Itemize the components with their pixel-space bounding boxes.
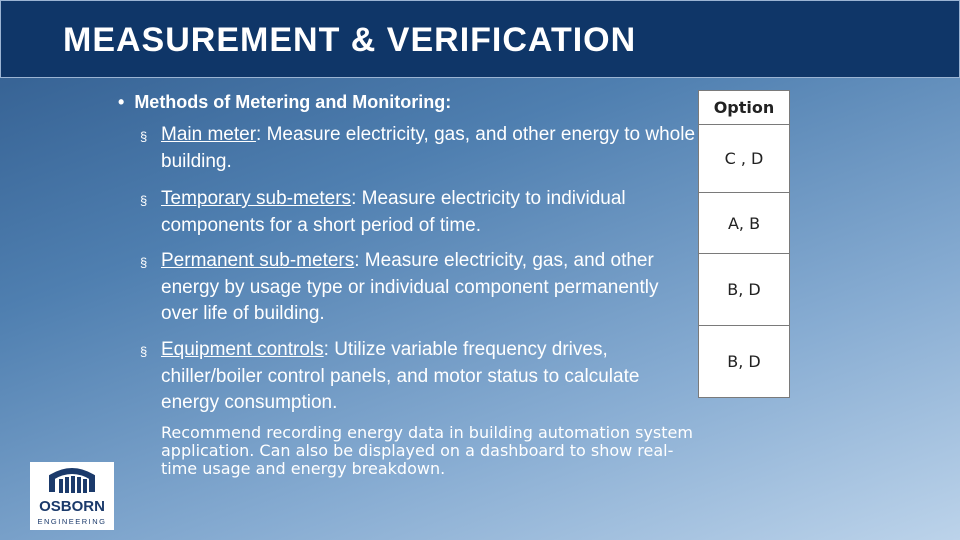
slide-title: MEASUREMENT & VERIFICATION [63,21,637,59]
option-table [698,90,790,398]
sub-item-equipment-controls [140,337,700,417]
option-cell: B, D [699,254,790,326]
sub-item-temporary-sub-meters [140,186,700,239]
sub-item-term: Equipment controls [161,339,324,360]
sub-item-desc: : Measure electricity to individual components for a short period of time. [161,188,626,236]
osborn-logo [30,462,114,530]
sub-item-main-meter [140,122,700,175]
sub-item-permanent-sub-meters [140,248,700,328]
sub-marker: § [140,129,148,144]
option-cell: B, D [699,326,790,398]
option-cell: A, B [699,193,790,254]
recommendation-note: Recommend recording energy data in building automation system application. Can also be displayed on a dashboard to show real-time usage and energy breakdown. [161,423,693,478]
main-bullet [118,92,451,113]
sub-item-term: Main meter [161,124,257,145]
sub-marker: § [140,344,148,359]
sub-item-term: Permanent sub-meters [161,250,355,271]
bullet-marker: • [118,92,125,112]
option-cell: C , D [699,125,790,193]
sub-item-desc: : Measure electricity, gas, and other energy to whole building. [161,124,696,172]
option-table-header: Option [699,91,790,125]
sub-marker: § [140,255,148,270]
sub-item-desc: : Measure electricity, gas, and other energy by usage type or individual component permanently over life of building. [161,250,659,324]
sub-item-term: Temporary sub-meters [161,188,352,209]
logo-name-bottom: ENGINEERING [37,517,107,526]
main-bullet-text: Methods of Metering and Monitoring: [134,92,452,112]
sub-marker: § [140,193,148,208]
logo-name-top: OSBORN [39,498,105,515]
sub-item-desc: : Utilize variable frequency drives, chiller/boiler control panels, and motor status to calculate energy consumption. [161,339,640,413]
